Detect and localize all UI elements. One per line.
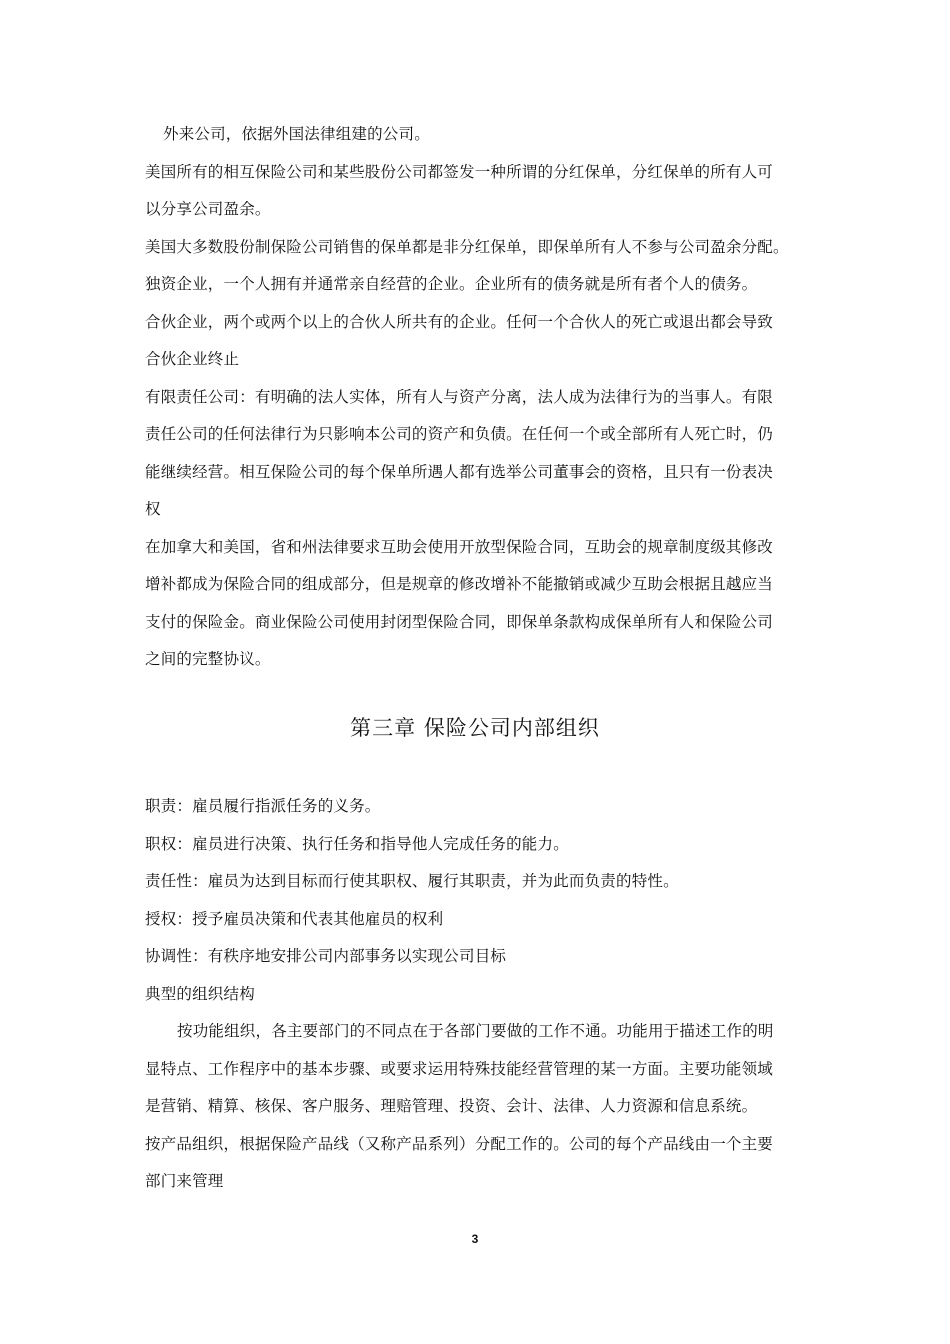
paragraph-line: 在加拿大和美国，省和州法律要求互助会使用开放型保险合同，互助会的规章制度级其修改	[145, 537, 774, 556]
paragraph-line: 责任性：雇员为达到目标而行使其职权、履行其职责，并为此而负责的特性。	[145, 872, 679, 890]
paragraph-line: 授权：授予雇员决策和代表其他雇员的权利	[145, 909, 444, 928]
paragraph-line: 以分享公司盈余。	[145, 200, 271, 218]
paragraph-line: 合伙企业终止	[145, 350, 240, 368]
paragraph-line: 增补都成为保险合同的组成部分，但是规章的修改增补不能撤销或减少互助会根据且越应当	[145, 575, 774, 593]
paragraph-line: 按产品组织，根据保险产品线（又称产品系列）分配工作的。公司的每个产品线由一个主要	[145, 1134, 774, 1153]
paragraph-line: 权	[145, 500, 161, 518]
body-text-section-top	[145, 116, 813, 679]
paragraph-line: 美国大多数股份制保险公司销售的保单都是非分红保单，即保单所有人不参与公司盈余分配。	[145, 237, 789, 256]
paragraph-line: 外来公司，依据外国法律组建的公司。	[163, 125, 430, 143]
paragraph-line: 协调性：有秩序地安排公司内部事务以实现公司目标	[145, 947, 507, 965]
paragraph-line: 显特点、工作程序中的基本步骤、或要求运用特殊技能经营管理的某一方面。主要功能领域	[145, 1059, 774, 1078]
paragraph-line: 是营销、精算、核保、客户服务、理赔管理、投资、会计、法律、人力资源和信息系统。	[145, 1097, 758, 1115]
paragraph-line: 独资企业，一个人拥有并通常亲自经营的企业。企业所有的债务就是所有者个人的债务。	[145, 275, 758, 293]
body-text-section-bottom	[145, 788, 813, 1201]
paragraph-line: 有限责任公司：有明确的法人实体，所有人与资产分离，法人成为法律行为的当事人。有限	[145, 387, 774, 406]
paragraph-line: 责任公司的任何法律行为只影响本公司的资产和负债。在任何一个或全部所有人死亡时，仍	[145, 425, 774, 443]
paragraph-line: 典型的组织结构	[145, 984, 255, 1003]
paragraph-line: 部门来管理	[145, 1172, 224, 1190]
chapter-heading: 第三章 保险公司内部组织	[350, 716, 600, 740]
paragraph-line: 支付的保险金。商业保险公司使用封闭型保险合同，即保单条款构成保单所有人和保险公司	[145, 612, 774, 631]
paragraph-line: 美国所有的相互保险公司和某些股份公司都签发一种所谓的分红保单，分红保单的所有人可	[145, 162, 774, 181]
page-number: 3	[471, 1232, 479, 1246]
paragraph-line: 能继续经营。相互保险公司的每个保单所遇人都有选举公司董事会的资格，且只有一份表决	[145, 462, 774, 481]
paragraph-line: 职权：雇员进行决策、执行任务和指导他人完成任务的能力。	[145, 834, 569, 853]
paragraph-line: 合伙企业，两个或两个以上的合伙人所共有的企业。任何一个合伙人的死亡或退出都会导致	[145, 312, 774, 331]
paragraph-line: 按功能组织，各主要部门的不同点在于各部门要做的工作不通。功能用于描述工作的明	[177, 1022, 774, 1040]
paragraph-line: 之间的完整协议。	[145, 650, 271, 668]
paragraph-line: 职责：雇员履行指派任务的义务。	[145, 797, 381, 815]
